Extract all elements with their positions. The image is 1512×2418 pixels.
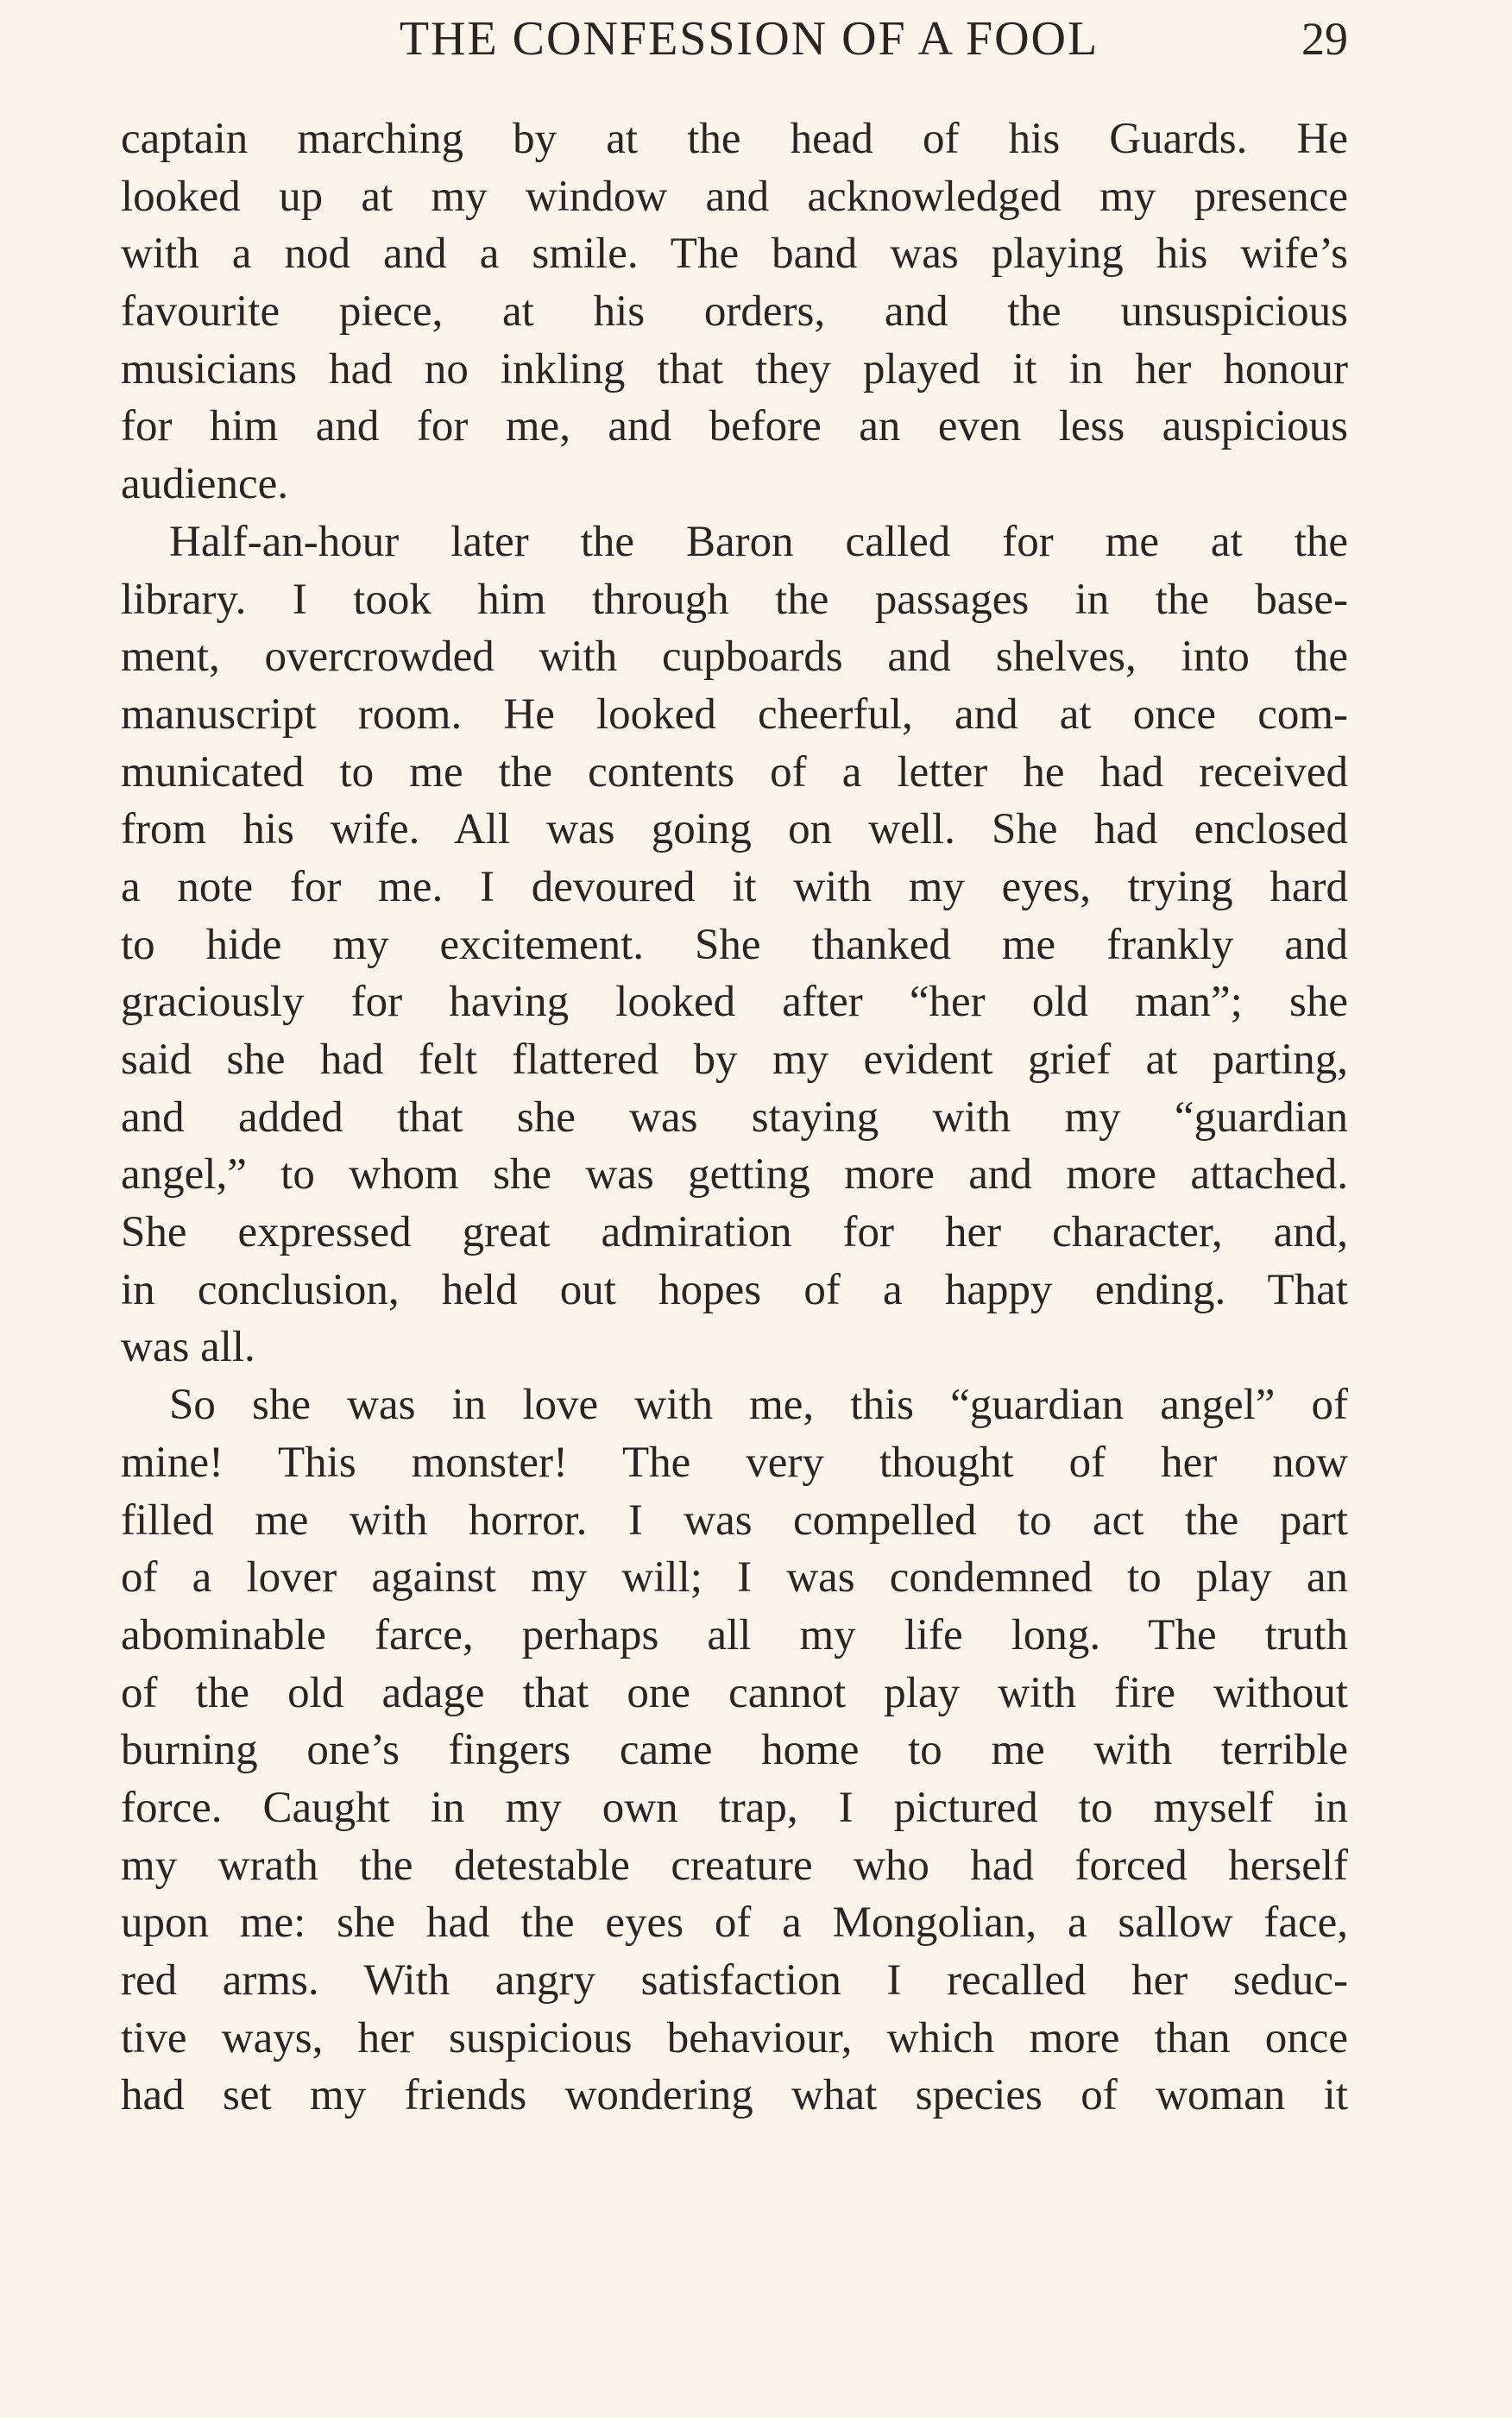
text-line: a note for me. I devoured it with my eyes, trying hard xyxy=(121,862,1348,911)
running-head xyxy=(121,9,1348,69)
text-line: So she was in love with me, this “guardian angel” of xyxy=(169,1381,1348,1430)
text-body xyxy=(121,110,1348,2125)
text-line: angel,” to whom she was getting more and more attached. xyxy=(121,1150,1348,1200)
text-line: upon me: she had the eyes of a Mongolian, a sallow face, xyxy=(121,1899,1348,1948)
text-line: She expressed great admiration for her character, and, xyxy=(121,1208,1348,1257)
text-line: abominable farce, perhaps all my life long. The truth xyxy=(121,1610,1348,1659)
text-line: for him and for me, and before an even less auspicious xyxy=(121,402,1348,451)
text-line: of a lover against my will; I was condemned to play an xyxy=(121,1553,1348,1603)
text-line: filled me with horror. I was compelled to act the part xyxy=(121,1496,1348,1545)
text-line: to hide my excitement. She thanked me frankly and xyxy=(121,920,1348,969)
text-line: audience. xyxy=(121,460,288,509)
text-line: Half-an-hour later the Baron called for me at the xyxy=(169,517,1348,566)
text-line: my wrath the detestable creature who had forced herself xyxy=(121,1841,1348,1890)
text-line: red arms. With angry satisfaction I recalled her seduc- xyxy=(121,1956,1348,2005)
text-line: graciously for having looked after “her old man”; she xyxy=(121,978,1348,1027)
text-line: ment, overcrowded with cupboards and shelves, into the xyxy=(121,633,1348,682)
text-line: library. I took him through the passages in the base- xyxy=(121,575,1348,624)
text-line: tive ways, her suspicious behaviour, which more than once xyxy=(121,2013,1348,2062)
text-line: was all. xyxy=(121,1323,255,1372)
text-line: from his wife. All was going on well. She had enclosed xyxy=(121,805,1348,854)
text-line: musicians had no inkling that they played it in her honour xyxy=(121,344,1348,394)
text-line: in conclusion, held out hopes of a happy ending. That xyxy=(121,1265,1348,1314)
text-line: favourite piece, at his orders, and the unsuspicious xyxy=(121,287,1348,337)
text-line: burning one’s fingers came home to me with terrible xyxy=(121,1726,1348,1775)
text-line: said she had felt flattered by my evident grief at parting, xyxy=(121,1036,1348,1084)
text-line: and added that she was staying with my “guardian xyxy=(121,1093,1348,1142)
text-line: manuscript room. He looked cheerful, and at once com- xyxy=(121,690,1348,739)
text-line: municated to me the contents of a letter he had received xyxy=(121,747,1348,797)
text-line: had set my friends wondering what species of woman it xyxy=(121,2071,1348,2120)
text-line: of the old adage that one cannot play with fire without xyxy=(121,1668,1348,1717)
text-line: captain marching by at the head of his Guards. He xyxy=(121,115,1348,163)
running-title: THE CONFESSION OF A FOOL xyxy=(399,12,1099,66)
text-line: looked up at my window and acknowledged my presence xyxy=(121,172,1348,221)
page-number: 29 xyxy=(1301,13,1348,65)
text-line: with a nod and a smile. The band was playing his wife’s xyxy=(121,230,1348,279)
text-line: mine! This monster! The very thought of her now xyxy=(121,1438,1348,1487)
text-line: force. Caught in my own trap, I pictured to myself in xyxy=(121,1783,1348,1832)
